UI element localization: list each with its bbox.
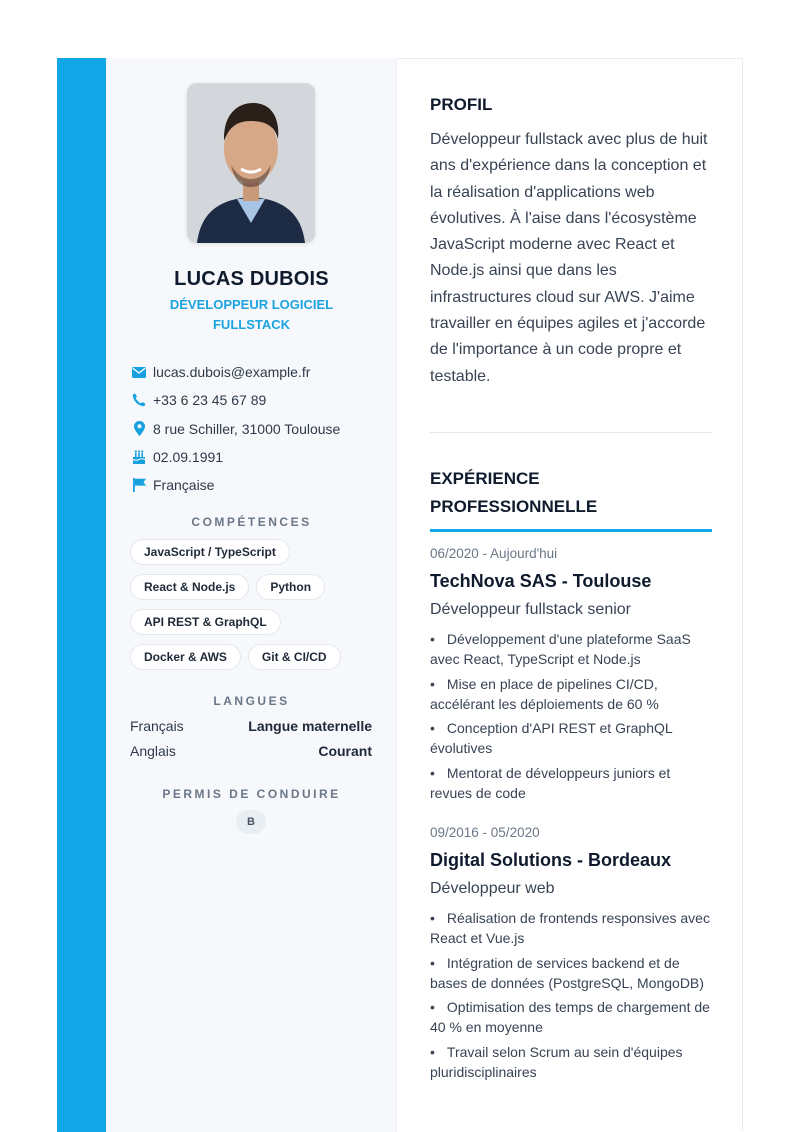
- job-bullets: [430, 908, 712, 1082]
- profile-summary: Développeur fullstack avec plus de huit ans d'expérience dans la conception et la réalisation d'applications web évolutives. À l'aise dans l'écosystème JavaScript moderne avec React et Node.js ainsi que dans les infrastructures cloud sur AWS. J'aime travailler en équipes agiles et j'accorde de l'importance à un code propre et testable.: [430, 131, 708, 385]
- job-dates: 06/2020 - Aujourd'hui: [430, 546, 558, 561]
- profile-photo: [187, 83, 315, 243]
- contact-email[interactable]: [130, 358, 390, 386]
- experience-heading-underline: [430, 529, 712, 532]
- job-bullet: • Conception d'API REST et GraphQL évolutives: [430, 718, 712, 759]
- language-name: Français: [130, 718, 184, 734]
- experience-heading: EXPÉRIENCE PROFESSIONNELLE: [430, 469, 598, 516]
- contact-nationality: [130, 471, 390, 499]
- contact-address-text: 8 rue Schiller, 31000 Toulouse: [153, 420, 341, 437]
- accent-stripe: [57, 58, 106, 1132]
- job-bullet: • Travail selon Scrum au sein d'équipes pluridisciplinaires: [430, 1042, 712, 1083]
- skills-heading: COMPÉTENCES: [191, 515, 312, 529]
- license-heading: PERMIS DE CONDUIRE: [162, 787, 341, 801]
- job-bullets: [430, 629, 712, 803]
- job-bullet: • Développement d'une plateforme SaaS avec React, TypeScript et Node.js: [430, 629, 712, 670]
- skill-chip: Git & CI/CD: [248, 644, 341, 670]
- job-company: TechNova SAS - Toulouse: [430, 571, 652, 591]
- job-bullet: • Réalisation de frontends responsives avec React et Vue.js: [430, 908, 712, 949]
- job-company: Digital Solutions - Bordeaux: [430, 850, 672, 870]
- language-level: Langue maternelle: [248, 718, 372, 734]
- contact-address: [130, 415, 390, 443]
- language-row: [130, 743, 372, 768]
- contact-birthdate-text: 02.09.1991: [153, 449, 224, 466]
- languages-list: [130, 718, 372, 767]
- contact-nationality-text: Française: [153, 477, 215, 494]
- contact-birthdate: [130, 443, 390, 471]
- contact-list: [130, 358, 390, 499]
- section-divider: [430, 432, 712, 433]
- job-bullet: • Optimisation des temps de chargement de 40 % en moyenne: [430, 997, 712, 1038]
- envelope-icon: [130, 367, 148, 378]
- profile-heading: PROFIL: [430, 95, 493, 114]
- resume-page: [57, 58, 743, 1131]
- skill-chip: React & Node.js: [130, 574, 249, 600]
- phone-icon: [130, 393, 148, 407]
- job-entry: [430, 543, 712, 807]
- location-pin-icon: [130, 421, 148, 436]
- language-name: Anglais: [130, 742, 176, 759]
- contact-email-text: lucas.dubois@example.fr: [153, 364, 311, 381]
- language-level: Courant: [318, 742, 372, 759]
- flag-icon: [130, 478, 148, 492]
- contact-phone[interactable]: [130, 386, 390, 414]
- job-title: Développeur web: [430, 880, 555, 897]
- job-bullet: • Mise en place de pipelines CI/CD, accélérant les déploiements de 60 %: [430, 674, 712, 715]
- skill-chip: Docker & AWS: [130, 644, 241, 670]
- languages-heading: LANGUES: [213, 694, 290, 708]
- contact-phone-text: +33 6 23 45 67 89: [153, 392, 267, 409]
- job-dates: 09/2016 - 05/2020: [430, 825, 540, 840]
- skill-chip: JavaScript / TypeScript: [130, 539, 290, 565]
- job-title: Développeur fullstack senior: [430, 601, 631, 618]
- job-bullet: • Intégration de services backend et de bases de données (PostgreSQL, MongoDB): [430, 953, 712, 994]
- language-row: [130, 718, 372, 743]
- skills-list: [130, 539, 385, 679]
- license-badge: B: [236, 810, 266, 834]
- job-entry: [430, 822, 712, 1086]
- sidebar: [106, 58, 397, 1132]
- person-name: LUCAS DUBOIS: [174, 268, 329, 290]
- job-bullet: • Mentorat de développeurs juniors et revues de code: [430, 763, 712, 804]
- skill-chip: API REST & GraphQL: [130, 609, 281, 635]
- birthday-cake-icon: [130, 450, 148, 464]
- skill-chip: Python: [256, 574, 325, 600]
- job-role: DÉVELOPPEUR LOGICIEL FULLSTACK: [169, 297, 334, 332]
